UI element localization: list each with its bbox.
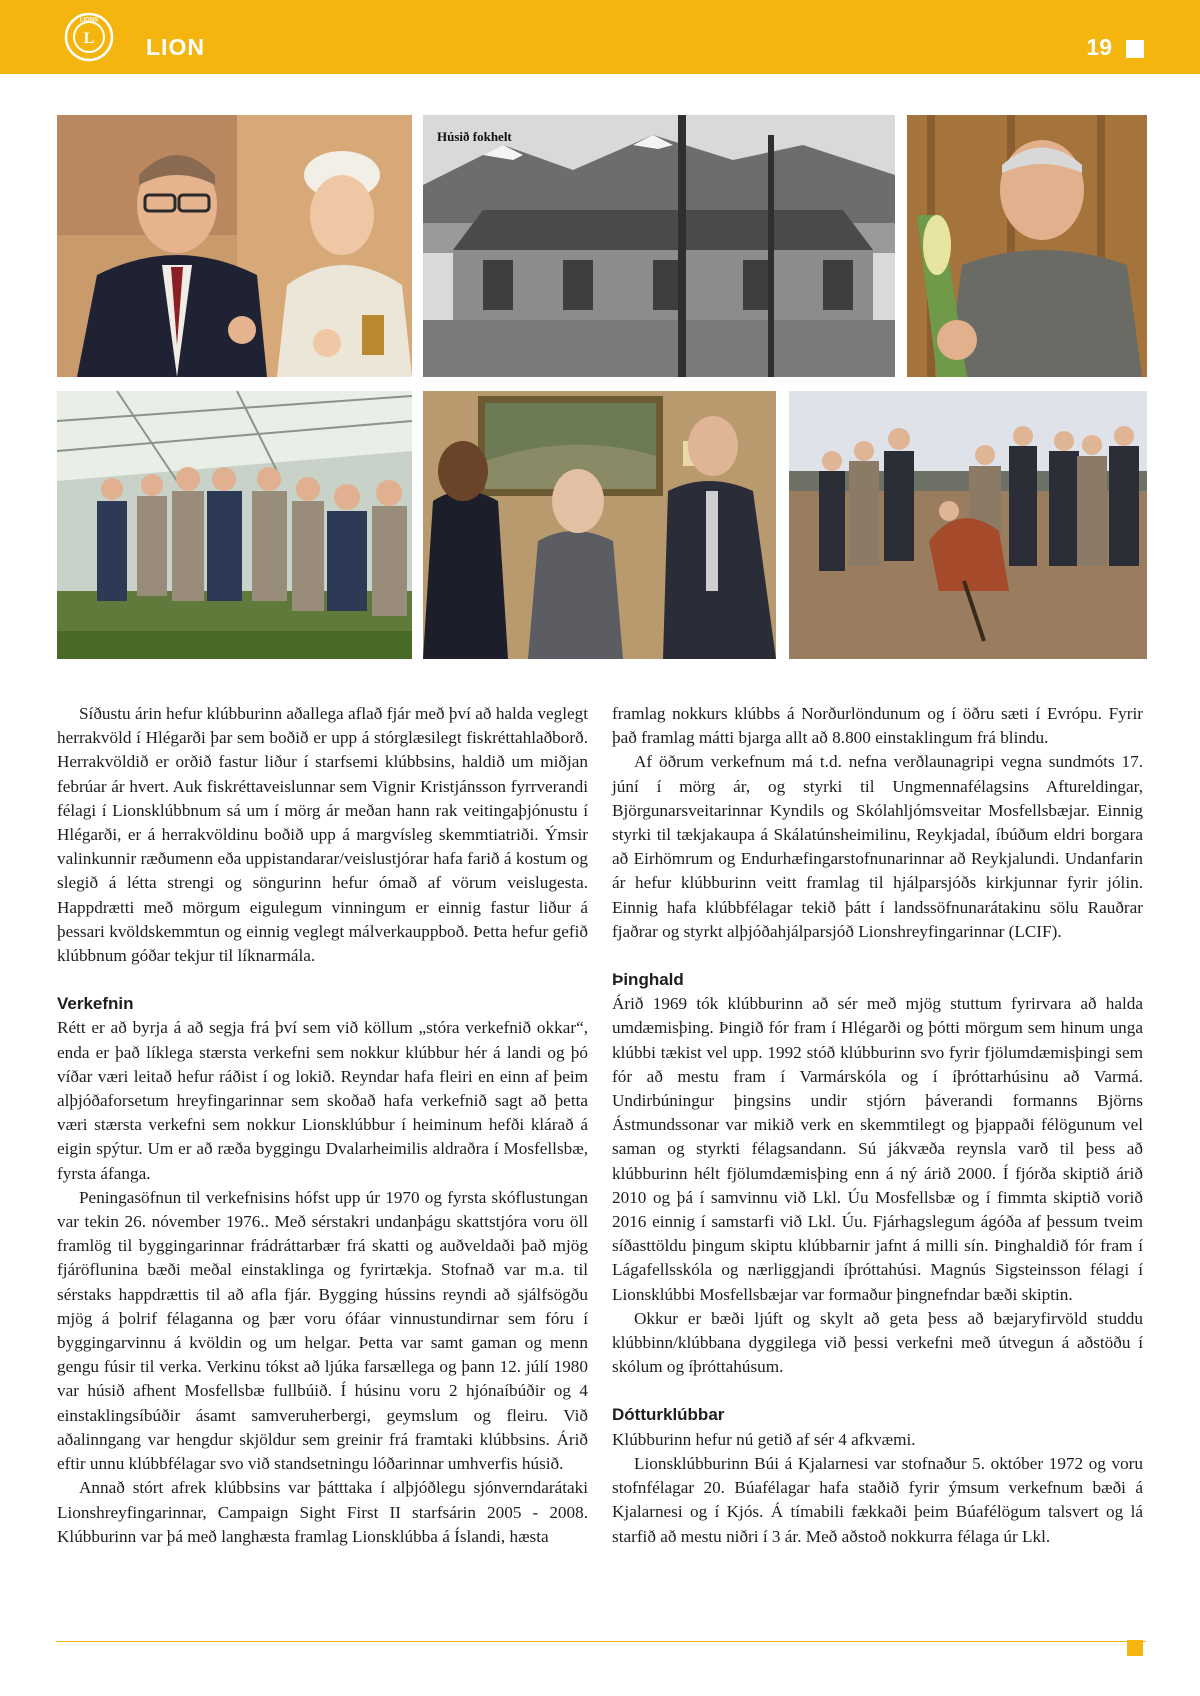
- heading-dotturklubbar: Dótturklúbbar: [612, 1405, 725, 1425]
- paragraph-afkvaemi: Klúbburinn hefur nú getið af sér 4 afkvæmi.: [612, 1429, 916, 1449]
- photo-greenhouse-group: [57, 391, 412, 659]
- house-photo-caption: Húsið fokhelt: [437, 129, 512, 144]
- svg-text:L: L: [83, 30, 95, 47]
- paragraph-herrakvold: Síðustu árin hefur klúbburinn aðallega aflað fjár með því að halda veglegt herrakvöld í Hlégarði þar sem boðið er upp á stórglæsilegt fiskréttahlaðborð. Herrakvöldið er orðið fastur liður í starfsemi klúbbsins, haldið um miðjan febrúar ár hvert. Auk fiskréttaveislunnar sem Vignir Kristjánsson fyrrverandi félagi í Lionsklúbbnum sá um í mörg ár meðan hann rak veitingaþjónustu í Hlégarði, er á herrakvöldinu boðið upp á margvísleg skemmtiatriði. Ýmsir valinkunnir ræðumenn eða uppistandarar/veislustjórar hafa farið á kostum og slegið á létta strengi og söngurinn hefur ómað af vörum veislugesta. Happdrætti með mörgum eigulegum vinningum er einnig fastur liður á þessari kvöldskemmtun og einnig veglegt málverkauppboð. Þetta hefur gefið klúbbnum góðar tekjur til líknarmála.: [57, 704, 588, 966]
- paragraph-stora-verkefnid: Rétt er að byrja á að segja frá því sem við köllum „stóra verkefnið okkar“, enda er það líklega stærsta verkefni sem nokkur klúbbur hér á landi og þó víðar væri leitað hefur ráðist í og lokið. Reyndar hafa fleiri en einn af þeim alþjóðaforsetum hreyfingarinnar sem skoðað hafa verkefnið sagt að þetta væri stærsta verkefni sem nokkur Lionsklúbbur í heiminum hefði klárað á eigin spýtur. Um er að ræða byggingu Dvalarheimilis aldraðra í Mosfellsbæ, fyrsta áfanga.: [57, 1018, 588, 1183]
- photo-three-men-indoor: [423, 391, 776, 659]
- paragraph-peningasofnun: Peningasöfnun til verkefnisins hófst upp úr 1970 og fyrsta skóflustungan var tekin 26. nóvember 1976.. Með sérstakri undanþágu skattstjóra voru öll framlög til byggingarinnar frádráttarbær frá skatti og auðveldaði það mjög fjáröflunina bæði meðal einstaklinga og fyrirtækja. Stofnað var m.a. til sérstaks happdrættis til að afla fjár. Bygging hússins reyndi að sjálfsögðu mjög á þolrif félaganna og þær voru ófáar vinnustundirnar sem fóru í byggingarvinnu á kvöldin og um helgar. Þetta var samt gaman og menn gengu fúsir til verka. Verkinu tókst að ljúka farsællega og þann 12. júlí 1980 var húsið afhent Mosfellsbæ fullbúið. Í húsinu voru 2 hjónaíbúðir og 4 einstaklingsíbúðir ásamt samveruherbergi, geymslum og fleiru. Við aðalinngang var hengdur skjöldur sem greinir frá framtaki klúbbsins. Árið eftir unnu klúbbfélagar svo við standsetningu lóðarinnar umhverfis húsið.: [57, 1187, 588, 1474]
- footer-square: [1127, 1640, 1143, 1656]
- logo-text: LIONS: [79, 17, 99, 24]
- paragraph-umdaemisthing: Árið 1969 tók klúbburinn að sér með mjög stuttum fyrirvara að halda umdæmisþing. Þingið fór fram í Hlégarði og þótti mörgum sem hinum unga klúbbi tækist vel upp. 1992 stóð klúbburinn svo fyrir fjölumdæmisþingi sem fór að mestu fram í Varmárskóla og í íþróttarhúsinu að Varmá. Undirbúningur þingsins undir stjórn þáverandi formanns Björns Ástmundssonar var mikið verk en skemmtilegt og þjappaði félögunum vel saman og styrkti félagsandann. Sú jákvæða reynsla varð til þess að klúbburinn hélt fjölumdæmisþing enn á ný árið 2000. Í fjórða skiptið árið 2010 og þá í samvinnu við Lkl. Úu Mosfellsbæ og í fimmta skiptið vorið 2016 einnig í samstarfi við Lkl. Úu. Fjárhagslegum ágóða af þessum tveim síðasttöldu þingum skiptu klúbbarnir jafnt á milli sín. Þinghaldið fór fram í Lágafellsskóla og nærliggjandi íþróttahúsi. Magnús Sigsteinsson félagi í Lionsklúbbi Mosfellsbæjar var formaður þingnefndar bæði skiptin.: [612, 994, 1143, 1304]
- paragraph-framlag: framlag nokkurs klúbbs á Norðurlöndunum og í öðru sæti í Evrópu. Fyrir það framlag mátti bjarga allt að 8.800 einstaklingum frá blindu.: [612, 704, 1143, 748]
- photo-groundbreaking: [789, 391, 1147, 659]
- text-column-right: [612, 702, 1143, 1549]
- lions-logo-icon: [64, 12, 114, 62]
- paragraph-sight-first: Annað stórt afrek klúbbsins var þátttaka í alþjóðlegu sjónverndarátaki Lionshreyfingarinnar, Campaign Sight First II starfsárin 2005 - 2008. Klúbburinn var þá með langhæsta framlag Lionsklúbba á Íslandi, hæsta: [57, 1478, 588, 1546]
- magazine-title: LION: [146, 34, 205, 60]
- photo-old-man-flowers: [907, 115, 1147, 377]
- page-number: 19: [1086, 34, 1112, 60]
- paragraph-baejaryfirvold: Okkur er bæði ljúft og skylt að geta þess að bæjaryfirvöld studdu klúbbinn/klúbbana dyggilega við þessi verkefni með útvegun á aðstöðu í skólum og íþróttahúsum.: [612, 1308, 1143, 1377]
- page-header: [0, 0, 1200, 74]
- page-marker-square: [1126, 40, 1144, 58]
- heading-thinghald: Þinghald: [612, 970, 684, 990]
- photo-house-bw: [423, 115, 895, 377]
- paragraph-onnur-verkefni: Af öðrum verkefnum má t.d. nefna verðlaunagripi vegna sundmóts 17. júní í mörg ár, og styrki til Ungmennafélagsins Aftureldingar, Björgunarsveitarinnar Kyndils og Skólahljómsveitar Mosfellsbæjar. Einnig styrki til tækjakaupa á Skálatúnsheimilinu, Reykjadal, íbúðum eldri borgara að Eirhömrum og Endurhæfingarstofnunarinnar að Reykjalundi. Undanfarin ár hefur klúbburinn veitt framlag til hjálparsjóðs kirkjunnar fyrir jólin. Einnig hafa klúbbfélagar tekið þátt í landssöfnunarátakinu sölu Rauðrar fjaðrar og styrkt alþjóðahjálparsjóð Lionshreyfingarinnar (LCIF).: [612, 752, 1143, 941]
- heading-verkefnin: Verkefnin: [57, 994, 134, 1014]
- text-column-left: [57, 702, 588, 1549]
- footer-rule: [56, 1641, 1146, 1642]
- paragraph-bui: Lionsklúbburinn Búi á Kjalarnesi var stofnaður 5. október 1972 og voru stofnfélagar 20. Búafélagar hafa staðið fyrir ýmsum verkefnum bæði á Kjalarnesi og í Kjós. Á tímabili fækkaði þeim Búafélögum talsvert og lá starfið að mestu niðri í 3 ár. Með aðstoð nokkurra félaga úr Lkl.: [612, 1453, 1143, 1546]
- photo-couple-toast: [57, 115, 412, 377]
